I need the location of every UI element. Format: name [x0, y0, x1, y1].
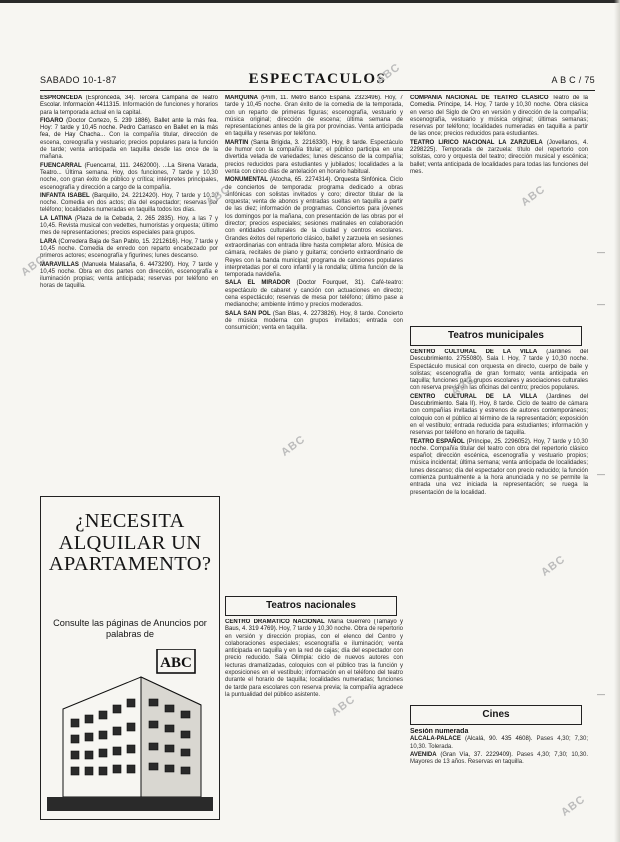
- abc-logo: ABC: [160, 655, 192, 671]
- listings-column-2: [225, 95, 403, 591]
- watermark: ABC: [279, 433, 308, 459]
- listing-entry: TEATRO ESPAÑOL (Príncipe, 25. 2296052). Hoy, 7 tarde y 10,30 noche. Compañía titular del teatro con obra del repertorio clásico español; dirección escénica, escenografía y vestuario propios; música incidental; última semana; venta anticipada de localidades; lunes descanso; día del espectador con precio reducido; la función comienza puntualmente a la hora anunciada y no se permite la entrada una vez iniciada la representación; se ruega la presentación de la localidad.: [410, 438, 588, 496]
- watermark: ABC: [204, 183, 233, 209]
- listings-column-1: [40, 95, 218, 407]
- section-title-municipales: Teatros municipales: [448, 330, 544, 341]
- section-box-cines: [410, 705, 582, 725]
- listings-column-3: [410, 95, 588, 263]
- page-header: [40, 71, 595, 91]
- margin-mark: —: [597, 470, 605, 479]
- watermark: ABC: [19, 253, 48, 279]
- classified-ad: [40, 496, 220, 820]
- header-rule: [40, 90, 595, 91]
- listing-entry: CENTRO CULTURAL DE LA VILLA (Jardines del Descubrimiento. 2755080). Sala I. Hoy, 7 tarde y 10,30 noche. Espectáculo musical con orquesta en directo, cuerpo de baile y solistas; escenografía de gran formato; venta anticipada en taquilla; funciones para grupos escolares y asociaciones culturales con reserva previa en las oficinas del centro; precios populares.: [410, 349, 588, 392]
- cinema-subheading: Sesión numerada: [410, 728, 469, 735]
- section-title-cines: Cines: [482, 709, 510, 720]
- section-title-nacionales: Teatros nacionales: [266, 600, 356, 611]
- margin-mark: —: [597, 690, 605, 699]
- listing-entry: INFANTA ISABEL (Barquillo, 24. 2212420). Hoy, 7 tarde y 10,30 noche. Comedia en dos actos; día del espectador; reservas por teléfono; localidades numeradas en taquilla todos los días.: [40, 192, 218, 214]
- listing-entry: CENTRO CULTURAL DE LA VILLA (Jardines del Descubrimiento. Sala II). Hoy, 8 tarde. Ciclo de teatro de cámara con compañías invitadas y estrenos de autores contemporáneos; coloquio con el público al término de la representación; exposición en el vestíbulo; entrada reducida para estudiantes; información y reservas por teléfono en horario de taquilla.: [410, 393, 588, 437]
- listing-entry: CENTRO DRAMATICO NACIONAL María Guerrero (Tamayo y Baus, 4. 319 4769). Hoy, 7 tarde y 10,30 noche. Obra de repertorio en versión y dirección propias, con el elenco del Centro y colaboraciones especiales; escenografía e iluminación; venta anticipada en taquilla y en la red de cajas; día del espectador con precio reducido. Sala Olimpia: ciclo de nuevos autores con lecturas dramatizadas, coloquios con el público tras la función y exposiciones en el vestíbulo; información en el teléfono del teatro durante el horario de taquilla; localidades numeradas; funciones de tarde para escolares con reserva previa; la compañía agradece la puntualidad del público asistente.: [225, 619, 403, 698]
- scan-top-edge: [0, 0, 620, 3]
- listing-entry: AVENIDA (Gran Vía, 37. 2229409). Pases 4,30; 7,30; 10,30. Mayores de 13 años. Reservas en taquilla.: [410, 751, 588, 766]
- listing-entry: SALA SAN POL (San Blas, 4. 2273826). Hoy, 8 tarde. Concierto de música moderna con grupos invitados; entrada con consumición; venta en taquilla.: [225, 310, 403, 332]
- issue-date: SABADO 10-1-87: [40, 75, 117, 85]
- listing-entry: MONUMENTAL (Atocha, 65. 2274314). Orquesta Sinfónica. Ciclo de conciertos de temporada: programa dedicado a obras sinfónicas con solistas invitados y coro; director titular de la orquesta; venta de abonos y entradas sueltas en taquilla a partir de las diez; información de programas. Conciertos para jóvenes los domingos por la mañana, con presentación de las obras por el director; precios especiales; sesiones matinales en colaboración con entidades culturales de la ciudad y centros escolares. Grandes éxitos del repertorio clásico, ballet y zarzuela en sesiones extraordinarias con entrada libre hasta completar aforo. Música de cámara, recitales de piano y guitarra; concierto extraordinario de Reyes con la banda municipal; programa de canciones populares interpretadas por el coro infantil y la rondalla; última función de la temporada navideña.: [225, 177, 403, 279]
- listings-teatros-municipales: [410, 349, 588, 702]
- watermark: ABC: [519, 183, 548, 209]
- apartment-building-illustration: [45, 649, 215, 814]
- listing-entry: COMPAÑIA NACIONAL DE TEATRO CLASICO Teatro de la Comedia. Príncipe, 14. Hoy, 7 tarde y 10,30 noche. Obra clásica en verso del Siglo de Oro en versión y dirección de la compañía; escenografía, vestuario y música original; últimas semanas; reservas por teléfono; localidades numeradas en taquilla a partir de las once; precios reducidos para estudiantes.: [410, 95, 588, 138]
- scan-edge-shadow: [614, 0, 620, 842]
- watermark: ABC: [539, 553, 568, 579]
- listing-entry: LA LATINA (Plaza de la Cebada, 2. 265 2835). Hoy, a las 7 y 10,45. Revista musical con vedettes, humoristas y orquesta; último mes de representaciones; precios especiales para grupos.: [40, 215, 218, 237]
- section-box-teatros-nacionales: [225, 596, 397, 616]
- section-title: ESPECTACULOS: [248, 71, 387, 87]
- page-number: A B C / 75: [551, 75, 595, 85]
- listings-teatros-nacionales: [225, 619, 403, 819]
- section-box-teatros-municipales: [410, 326, 582, 346]
- listing-entry: MARTIN (Santa Brígida, 3. 2216330). Hoy, 8 tarde. Espectáculo de humor con la compañía titular; el público participa en una divertida velada de variedades; lunes descanso de la compañía; precios reducidos para estudiantes y jubilados; localidades a la venta con cinco días de antelación en horario habitual.: [225, 139, 403, 175]
- watermark: ABC: [374, 61, 403, 87]
- ad-subtext: Consulte las páginas de Anuncios por palabras de: [53, 618, 207, 639]
- listing-entry: MARAVILLAS (Manuela Malasaña, 6. 4473290). Hoy, 7 tarde y 10,45 noche. Obra en dos partes con dirección, escenografía e iluminación propias; venta anticipada; reservas por teléfono en horas de taquilla.: [40, 261, 218, 290]
- listing-entry: LARA (Corredera Baja de San Pablo, 15. 2212616). Hoy, 7 tarde y 10,45 noche. Comedia de enredo con reparto encabezado por primeros actores; escenografía y figurines; lunes descanso.: [40, 238, 218, 260]
- listing-entry: FIGARO (Doctor Cortezo, 5. 239 1886). Ballet ante la más fea. Hoy: 7 tarde y 10,45 noche. Pedro Carrasco en Ballet en la más fea, de Hay Chacha... Con la compañía titular, dirección de escena, coreografía y vestuario; precios populares para la función de tarde; venta anticipada en taquilla desde las once de la mañana.: [40, 117, 218, 161]
- watermark: ABC: [329, 693, 358, 719]
- listing-entry: MARQUINA (Prim, 11. Metro Banco España. 2323496). Hoy, 7 tarde y 10,45 noche. Gran éxito de la comedia de la temporada, con un reparto de primeras figuras; escenografía, vestuario y música original; dirección de escena; última semana de representaciones antes de la gira por provincias. Venta anticipada en taquilla y reservas por teléfono.: [225, 95, 403, 138]
- listing-entry: ESPRONCEDA (Espronceda, 34). Tercera Campaña de Teatro Escolar. Información 4411315. Información de funciones y horarios para la temporada actual en la capital.: [40, 95, 218, 116]
- listing-entry: FUENCARRAL (Fuencarral, 111. 2462000). ...La Sirena Varada, Teatro... Última semana. Hoy, dos funciones, 7 tarde y 10,30 noche, con gran éxito de público y crítica; intérpretes principales, escenografía y dirección a cargo de la compañía.: [40, 162, 218, 191]
- margin-mark: —: [597, 248, 605, 257]
- ad-headline: ¿NECESITA ALQUILAR UN APARTAMENTO?: [48, 510, 212, 575]
- watermark: ABC: [559, 793, 588, 819]
- watermark: ABC: [449, 373, 478, 399]
- listing-entry: SALA EL MIRADOR (Doctor Fourquet, 31). Café-teatro: espectáculo de cabaret y canción con actuaciones en directo; cena espectáculo; reservas de mesa por teléfono; último pase a medianoche; ambiente íntimo y precios moderados.: [225, 280, 403, 309]
- listing-entry: ALCALA-PALACE (Alcalá, 90. 435 4608). Pases 4,30; 7,30; 10,30. Tolerada.: [410, 736, 588, 750]
- margin-mark: —: [597, 300, 605, 309]
- listing-entry: TEATRO LIRICO NACIONAL LA ZARZUELA (Jovellanos, 4. 2298225). Temporada de zarzuela: título del repertorio con solistas, coro y orquesta del teatro; dirección musical y escénica; ballet; venta anticipada de localidades para todas las funciones del mes.: [410, 139, 588, 175]
